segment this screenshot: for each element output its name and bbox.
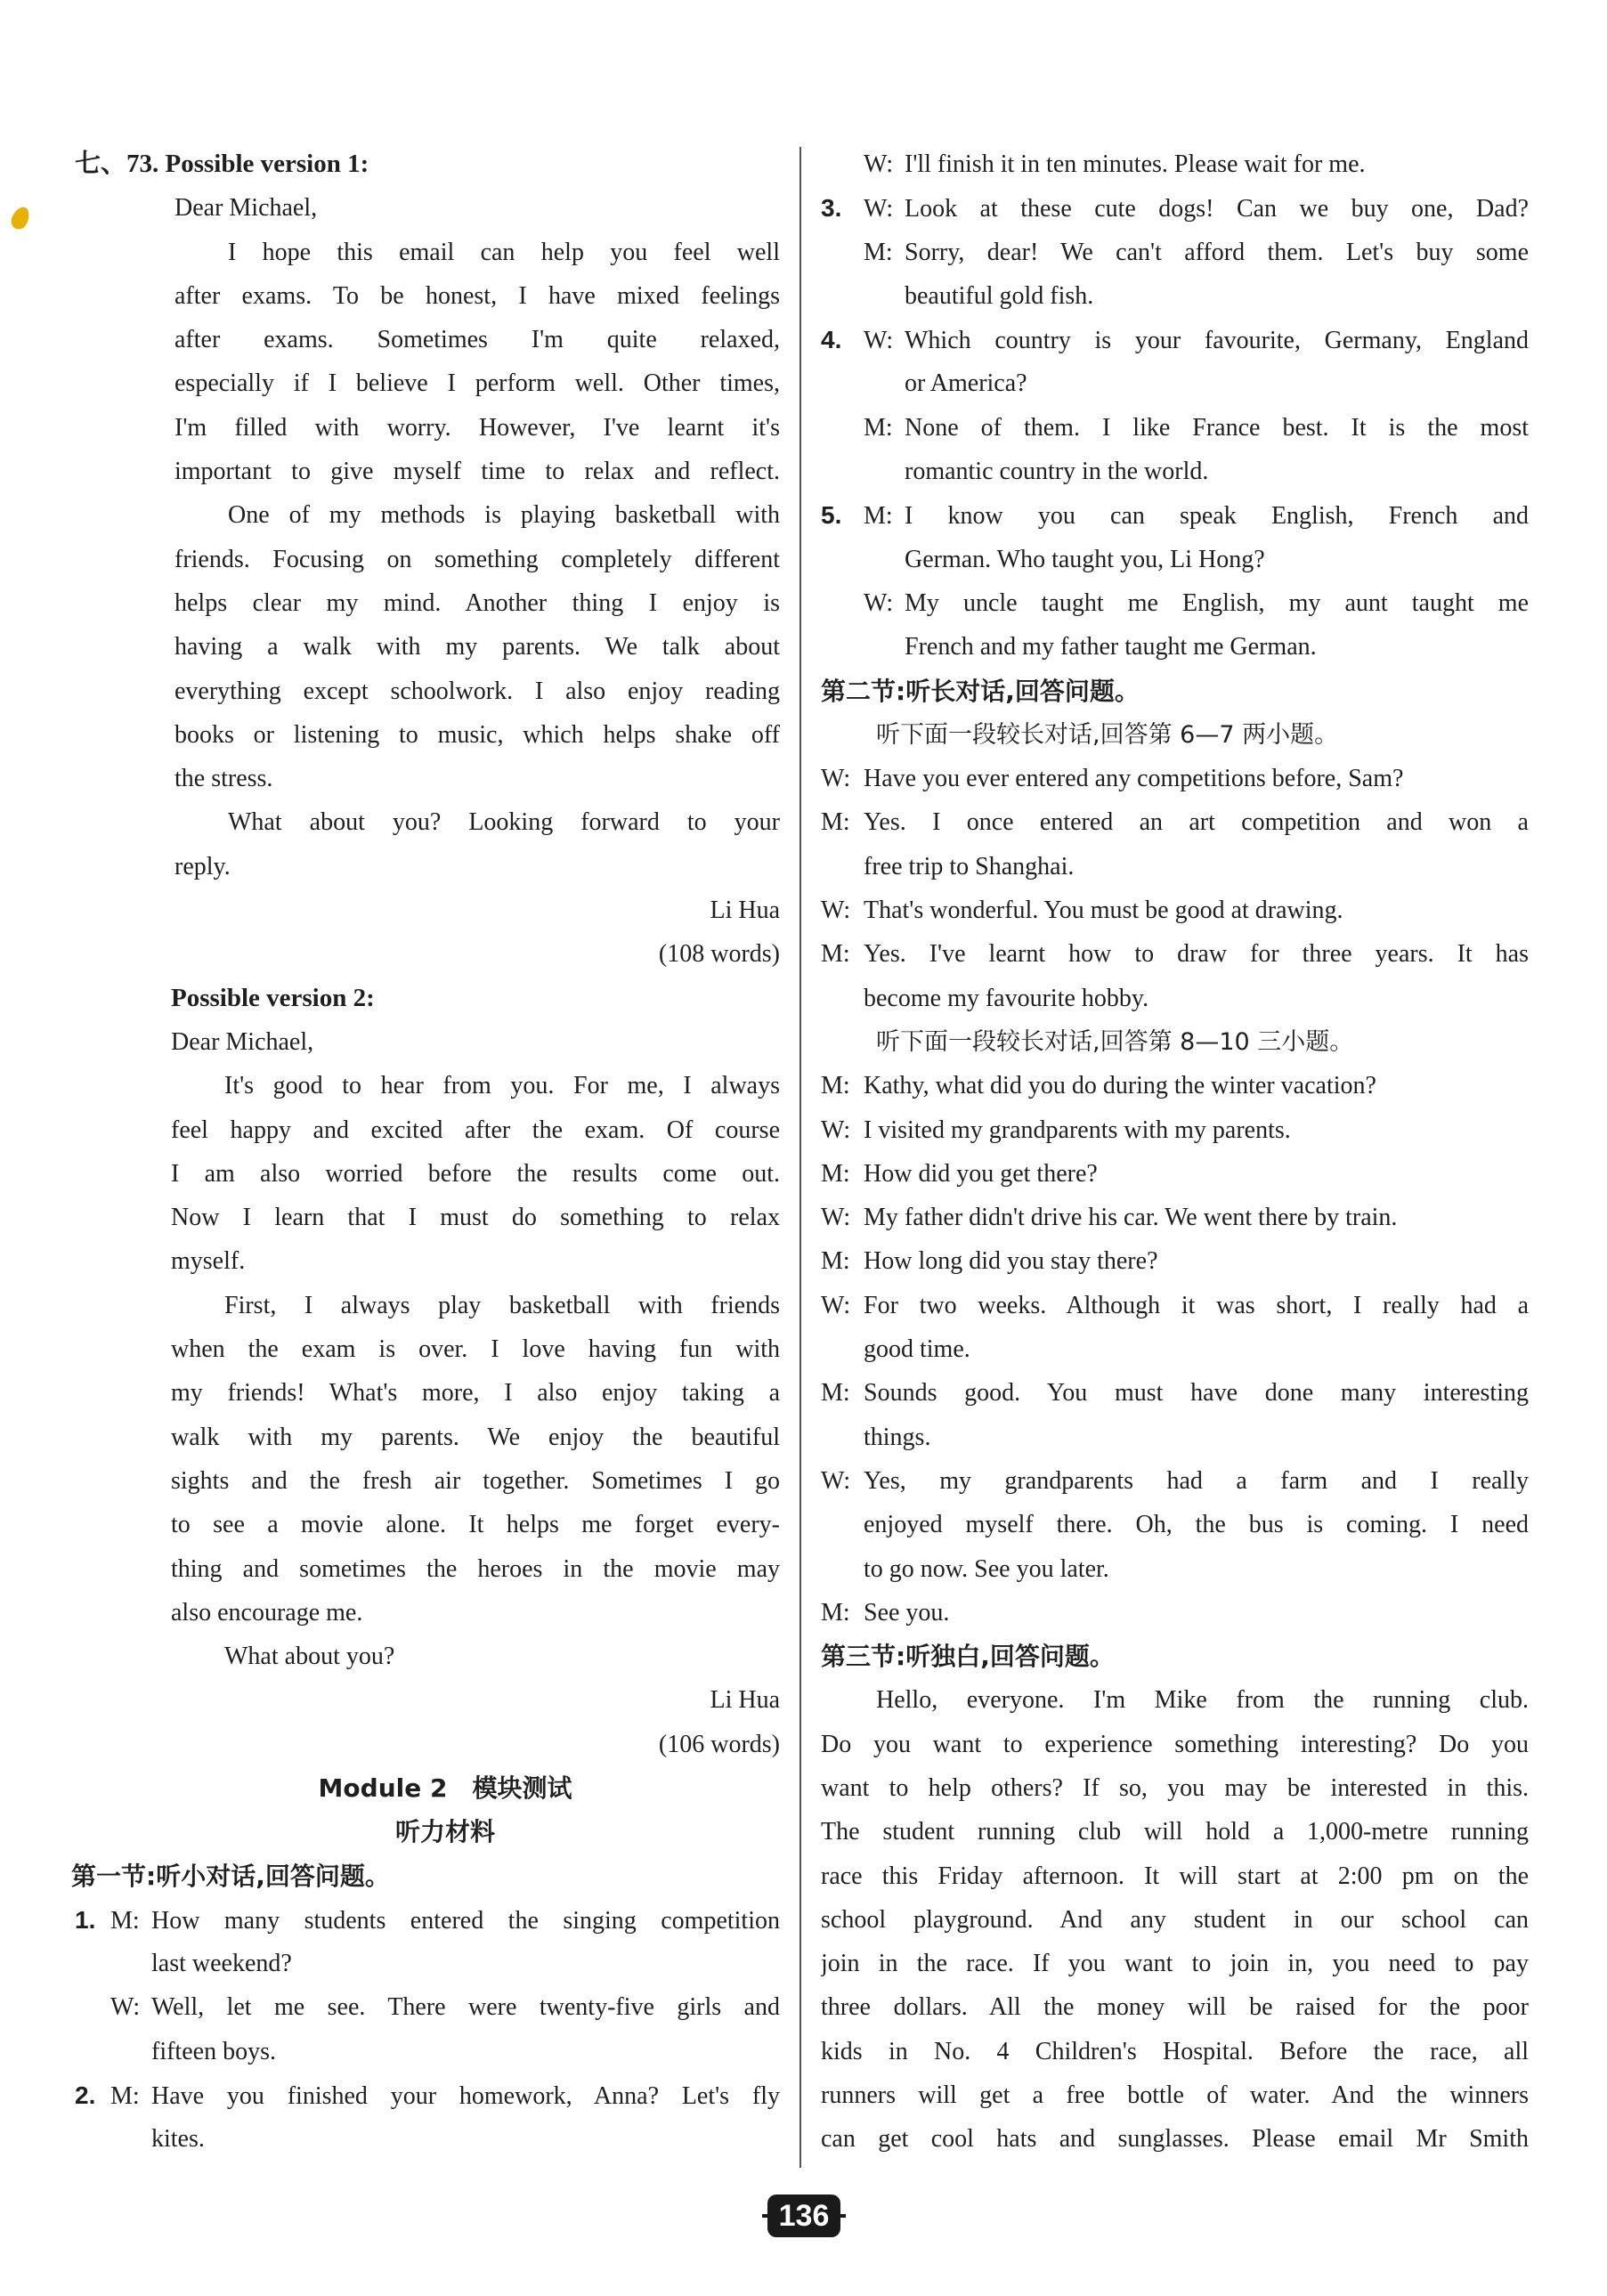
monologue-line: kids in No. 4 Children's Hospital. Before the race, all (821, 2037, 1529, 2065)
speaker: W: (821, 1291, 851, 1319)
speaker: M: (821, 1072, 850, 1100)
q4-w-line-cont: or America? (905, 369, 1027, 398)
v2-line: First, I always play basketball with friends (224, 1291, 780, 1319)
right-column (821, 142, 1529, 2162)
speaker: W: (864, 195, 894, 223)
speaker: M: (864, 238, 893, 266)
speaker: W: (864, 150, 894, 178)
v2-salutation: Dear Michael, (171, 1027, 314, 1056)
dialog-line (821, 1416, 1529, 1459)
q4-m-line (821, 406, 1529, 450)
dialog-line (821, 888, 1529, 932)
dialog-1 (821, 757, 1529, 1020)
dialog-line (821, 845, 1529, 888)
dialog-text: things. (864, 1423, 931, 1451)
dialog-line (821, 1327, 1529, 1371)
v1-line: I'm filled with worry. However, I've learnt it's (174, 413, 780, 442)
v1-line: What about you? Looking forward to your (228, 808, 780, 837)
dialog-text: I visited my grandparents with my parents. (864, 1116, 1291, 1144)
section-2-heading: 第二节:听长对话,回答问题。 (821, 676, 1140, 706)
dialog-1-intro: 听下面一段较长对话,回答第 6—7 两小题。 (876, 720, 1339, 749)
v1-line: everything except schoolwork. I also enjoy reading (174, 677, 780, 705)
dialog-text: Sorry, dear! We can't afford them. Let's buy some (905, 238, 1529, 266)
v2-line: to see a movie alone. It helps me forget every- (171, 1511, 780, 1539)
question-number: 3. (821, 194, 842, 223)
page-number: 136 (767, 2195, 840, 2237)
speaker: W: (864, 588, 894, 617)
v1-line: important to give myself time to relax and reflect. (174, 458, 780, 486)
dialog-text: Look at these cute dogs! Can we buy one, Dad? (905, 195, 1529, 223)
dialog-line (821, 932, 1529, 976)
q5-w-line (821, 581, 1529, 625)
speaker: W: (821, 765, 851, 793)
dialog-text: Yes, my grandparents had a farm and I really (864, 1466, 1529, 1495)
dialog-text: I know you can speak English, French and (905, 502, 1529, 531)
v1-line: especially if I believe I perform well. Other times, (174, 369, 780, 398)
column-divider (799, 147, 801, 2168)
dialog-line (821, 1108, 1529, 1152)
v2-line: Now I learn that I must do something to relax (171, 1204, 780, 1232)
v2-line: sights and the fresh air together. Sometimes I go (171, 1466, 780, 1495)
q3-m-line-cont: beautiful gold fish. (905, 281, 1094, 310)
dialog-line (821, 1547, 1529, 1591)
speaker: M: (864, 413, 893, 442)
dialog-text: free trip to Shanghai. (864, 852, 1075, 880)
dialog-text: None of them. I like France best. It is the most (905, 413, 1529, 442)
speaker: M: (821, 1598, 850, 1627)
v2-line: my friends! What's more, I also enjoy taking a (171, 1379, 780, 1408)
dialog-2 (821, 1064, 1529, 1635)
dialog-text: Yes. I've learnt how to draw for three years. It has (864, 940, 1529, 969)
speaker: W: (821, 1116, 851, 1144)
monologue-line: Hello, everyone. I'm Mike from the running club. (876, 1686, 1529, 1715)
dialog-text: Have you finished your homework, Anna? Let's fly (151, 2082, 780, 2111)
dialog-text: How did you get there? (864, 1159, 1098, 1188)
dialog-text: I'll finish it in ten minutes. Please wait for me. (905, 150, 1366, 178)
q5-m-line-cont: German. Who taught you, Li Hong? (905, 545, 1265, 573)
dialog-text: My uncle taught me English, my aunt taught me (905, 588, 1529, 617)
dialog-text: Kathy, what did you do during the winter vacation? (864, 1072, 1376, 1100)
monologue-line: three dollars. All the money will be raised for the poor (821, 1993, 1529, 2022)
v1-line: the stress. (174, 765, 273, 793)
question-number: 5. (821, 501, 842, 530)
dialog-line (821, 1196, 1529, 1239)
q1-w-line-cont: fifteen boys. (151, 2037, 276, 2065)
dialog-line (821, 977, 1529, 1020)
v1-line: after exams. To be honest, I have mixed feelings (174, 281, 780, 310)
dialog-text: to go now. See you later. (864, 1554, 1109, 1583)
speaker: M: (110, 2082, 140, 2111)
dialog-text: Which country is your favourite, Germany, England (905, 327, 1529, 355)
monologue-line: join in the race. If you want to join in, you need to pay (821, 1950, 1529, 1978)
dialog-text: How long did you stay there? (864, 1247, 1158, 1276)
v1-line: helps clear my mind. Another thing I enjoy is (174, 588, 780, 617)
dialog-line (821, 1239, 1529, 1283)
dialog-line (821, 1064, 1529, 1107)
question-number: 2. (75, 2081, 96, 2110)
v2-line: feel happy and excited after the exam. Of course (171, 1116, 780, 1144)
dialog-line (821, 1503, 1529, 1546)
q4-w-line (821, 318, 1529, 361)
section-3-heading: 第三节:听独白,回答问题。 (821, 1642, 1115, 1672)
speaker: W: (821, 1204, 851, 1232)
v2-line: when the exam is over. I love having fun with (171, 1335, 780, 1364)
dialog-text: Sounds good. You must have done many interesting (864, 1379, 1529, 1408)
dialog-text: Yes. I once entered an art competition and won a (864, 808, 1529, 837)
speaker: M: (821, 1159, 850, 1188)
dialog-line (821, 800, 1529, 844)
q5-m-line (821, 493, 1529, 537)
speaker: M: (821, 1379, 850, 1408)
v2-line: What about you? (224, 1643, 395, 1671)
v1-line: reply. (174, 852, 231, 880)
dialog-line (821, 1371, 1529, 1415)
monologue-line: can get cool hats and sunglasses. Please email Mr Smith (821, 2125, 1529, 2154)
monologue (821, 1678, 1529, 2161)
v1-word-count: (108 words) (658, 940, 780, 969)
q3-m-line (821, 231, 1529, 274)
question-number: 1. (75, 1905, 96, 1934)
v1-line: One of my methods is playing basketball with (228, 501, 780, 530)
speaker: M: (821, 808, 850, 837)
monologue-line: Do you want to experience something interesting? Do you (821, 1730, 1529, 1758)
dialog-text: enjoyed myself there. Oh, the bus is coming. I need (864, 1511, 1529, 1539)
speaker: W: (821, 1466, 851, 1495)
speaker: W: (821, 896, 851, 925)
speaker: M: (821, 1247, 850, 1276)
v1-line: after exams. Sometimes I'm quite relaxed, (174, 326, 780, 354)
dialog-text: See you. (864, 1598, 950, 1627)
v2-line: walk with my parents. We enjoy the beautiful (171, 1423, 780, 1451)
dialog-text: become my favourite hobby. (864, 984, 1149, 1012)
v1-line: having a walk with my parents. We talk about (174, 633, 780, 661)
dialog-text: That's wonderful. You must be good at drawing. (864, 896, 1343, 925)
speaker: M: (110, 1906, 140, 1935)
v2-signature: Li Hua (710, 1686, 780, 1715)
q3-w-line (821, 186, 1529, 230)
v2-line: It's good to hear from you. For me, I always (224, 1072, 780, 1100)
q2-w-line (821, 142, 1529, 186)
q2-m-line (75, 2073, 780, 2117)
v1-signature: Li Hua (710, 896, 780, 925)
speaker: W: (864, 327, 894, 355)
v1-line: books or listening to music, which helps shake off (174, 720, 780, 749)
question-number: 4. (821, 326, 842, 354)
highlighter-mark (8, 204, 32, 231)
dialog-line (821, 1284, 1529, 1327)
monologue-line: want to help others? If so, you may be interested in this. (821, 1773, 1529, 1802)
q4-m-line-cont: romantic country in the world. (905, 458, 1209, 486)
left-column (71, 142, 780, 2162)
q1-m-line (75, 1898, 780, 1942)
v1-salutation: Dear Michael, (174, 194, 318, 223)
monologue-line: The student running club will hold a 1,000-metre running (821, 1818, 1529, 1846)
dialog-line (821, 1459, 1529, 1503)
dialog-2-intro: 听下面一段较长对话,回答第 8—10 三小题。 (876, 1027, 1354, 1056)
v2-line: thing and sometimes the heroes in the movie may (171, 1554, 780, 1583)
q2-m-line-cont: kites. (151, 2125, 205, 2154)
v2-heading: Possible version 2: (171, 983, 375, 1012)
dialog-line (821, 1152, 1529, 1196)
module-title: Module 2 模块测试 (318, 1773, 572, 1803)
monologue-line: school playground. And any student in our school can (821, 1905, 1529, 1934)
dialog-text: How many students entered the singing competition (151, 1906, 780, 1935)
dialog-line (821, 1591, 1529, 1635)
answer-heading: 七、73. Possible version 1: (75, 150, 369, 178)
dialog-text: Well, let me see. There were twenty-five girls and (151, 1993, 780, 2022)
v2-line: also encourage me. (171, 1598, 363, 1627)
dialog-text: good time. (864, 1335, 970, 1364)
monologue-line: runners will get a free bottle of water. And the winners (821, 2081, 1529, 2110)
q1-m-line-cont: last weekend? (151, 1950, 292, 1978)
v1-line: I hope this email can help you feel well (228, 238, 780, 266)
dialog-text: Have you ever entered any competitions before, Sam? (864, 765, 1404, 793)
v2-line: I am also worried before the results come out. (171, 1159, 780, 1188)
v1-line: friends. Focusing on something completely different (174, 545, 780, 573)
v2-word-count: (106 words) (658, 1730, 780, 1758)
dialog-text: For two weeks. Although it was short, I really had a (864, 1291, 1529, 1319)
dialog-line (821, 757, 1529, 800)
speaker: W: (110, 1993, 141, 2022)
q1-w-line (75, 1985, 780, 2029)
q5-w-line-cont: French and my father taught me German. (905, 633, 1317, 661)
monologue-line: race this Friday afternoon. It will start at 2:00 pm on the (821, 1862, 1529, 1890)
v2-line: myself. (171, 1247, 246, 1276)
speaker: M: (821, 940, 850, 969)
speaker: M: (864, 502, 893, 531)
section-1-heading: 第一节:听小对话,回答问题。 (71, 1861, 390, 1891)
module-subtitle: 听力材料 (394, 1817, 495, 1847)
dialog-text: My father didn't drive his car. We went there by train. (864, 1204, 1398, 1232)
